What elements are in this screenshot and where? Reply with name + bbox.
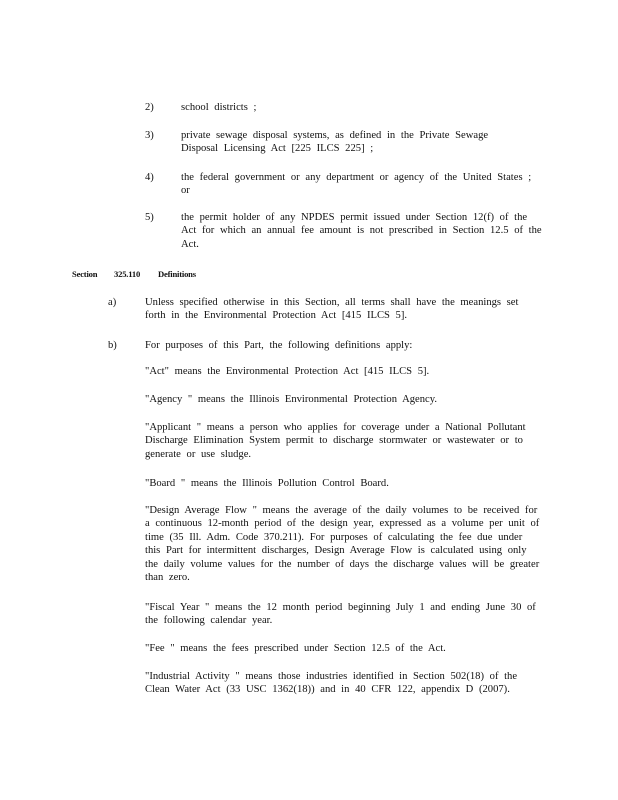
list-item-marker: 3)	[145, 130, 154, 141]
list-item-marker: 5)	[145, 212, 154, 223]
definition-industrial-activity: "Industrial Activity " means those industries identified in Section 502(18) of the Clean Water Act (33 USC 1362(18)) and in 40 CFR 122, appendix D (2007).	[145, 671, 518, 696]
definition-fee: "Fee " means the fees prescribed under Section 12.5 of the Act.	[145, 643, 446, 654]
definition-design-average-flow: "Design Average Flow " means the average of the daily volumes to be received for a continuous 12-month period of the design year, expressed as a volume per unit of time (35 Ill. Adm. Code 370.211). For purposes of calculating the fee due under this Part for intermittent discharges, Design Average Flow is calculated using only the daily volume values for the number of days the discharge values will be greater than zero.	[145, 505, 540, 584]
definition-fiscal-year: "Fiscal Year " means the 12 month period beginning July 1 and ending June 30 of the following calendar year.	[145, 602, 536, 627]
section-title: Definitions	[158, 269, 196, 279]
definition-board: "Board " means the Illinois Pollution Control Board.	[145, 478, 389, 489]
subsection-marker: a)	[108, 297, 117, 308]
subsection-text: For purposes of this Part, the following definitions apply:	[145, 340, 413, 351]
list-item-text: private sewage disposal systems, as defined in the Private Sewage Disposal Licensing Act [225 ILCS 225] ;	[181, 130, 489, 155]
definition-agency: "Agency " means the Illinois Environmental Protection Agency.	[145, 394, 437, 405]
list-item-marker: 4)	[145, 172, 154, 183]
subsection-text: Unless specified otherwise in this Section, all terms shall have the meanings set forth in the Environmental Protection Act [415 ILCS 5].	[145, 297, 519, 322]
section-number: 325.110	[114, 269, 141, 279]
section-label: Section	[72, 269, 98, 279]
list-item-marker: 2)	[145, 102, 154, 113]
definition-act: "Act" means the Environmental Protection Act [415 ILCS 5].	[145, 366, 430, 377]
list-item-text: the permit holder of any NPDES permit issued under Section 12(f) of the Act for which an annual fee amount is not prescribed in Section 12.5 of the Act.	[181, 212, 542, 250]
list-item-text: school districts ;	[181, 102, 257, 113]
definition-applicant: "Applicant " means a person who applies for coverage under a National Pollutant Discharge Elimination System permit to discharge stormwater or wastewater or to generate or use sludge.	[145, 422, 526, 460]
subsection-marker: b)	[108, 340, 117, 351]
list-item-text: the federal government or any department or agency of the United States ; or	[181, 172, 532, 197]
